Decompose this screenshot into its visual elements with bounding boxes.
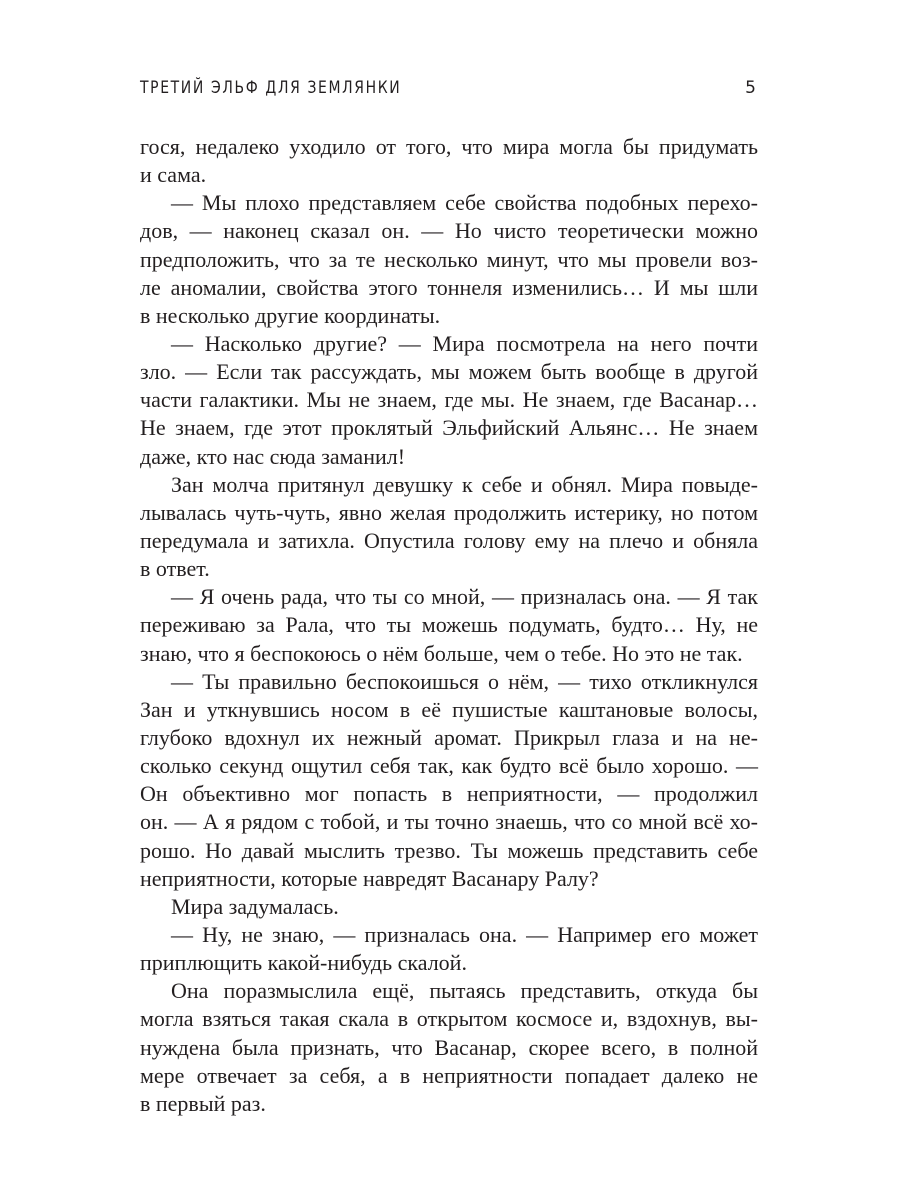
text-line: Она поразмыслила ещё, пытаясь представить, откуда бы (171, 978, 758, 1004)
text-line: переживаю за Рала, что ты можешь подумать, будто… Ну, не (140, 612, 758, 638)
text-line: мере отвечает за себя, а в неприятности попадает далеко не (140, 1062, 758, 1088)
paragraph (140, 921, 758, 977)
text-line: передумала и затихла. Опустила голову ему на плечо и обняла (140, 527, 758, 553)
paragraph (140, 893, 758, 921)
text-line: в несколько другие координаты. (140, 302, 441, 328)
paragraph (140, 583, 758, 667)
text-line: зло. — Если так рассуждать, мы можем быть вообще в другой (140, 359, 758, 385)
text-line: — Ну, не знаю, — призналась она. — Например его может (171, 921, 758, 947)
paragraph (140, 330, 758, 471)
paragraph (140, 668, 758, 893)
text-line: неприятности, которые навредят Васанару Ралу? (140, 865, 599, 891)
running-header (140, 78, 758, 108)
text-line: — Я очень рада, что ты со мной, — призналась она. — Я так (171, 584, 758, 610)
text-line: даже, кто нас сюда заманил! (140, 443, 406, 469)
text-line: — Мы плохо представляем себе свойства подобных перехо- (171, 190, 758, 216)
text-line: Зан и уткнувшись носом в её пушистые каштановые волосы, (140, 696, 758, 722)
text-line: в ответ. (140, 556, 210, 582)
text-line: предположить, что за те несколько минут, что мы провели воз- (140, 246, 758, 272)
text-line: могла взяться такая скала в открытом космосе и, вздохнув, вы- (140, 1006, 758, 1032)
paragraph (140, 189, 758, 330)
text-line: Не знаем, где этот проклятый Эльфийский Альянс… Не знаем (140, 415, 758, 441)
text-line: Мира задумалась. (171, 893, 339, 919)
text-line: глубоко вдохнул их нежный аромат. Прикрыл глаза и на не- (140, 724, 758, 750)
page-number: 5 (745, 78, 756, 98)
text-line: ле аномалии, свойства этого тоннеля изменились… И мы шли (140, 274, 758, 300)
paragraph (140, 133, 758, 189)
text-line: Зан молча притянул девушку к себе и обнял. Мира повыде- (171, 471, 758, 497)
text-line: гося, недалеко уходило от того, что мира могла бы придумать (140, 134, 758, 159)
text-line: — Насколько другие? — Мира посмотрела на него почти (171, 330, 758, 356)
text-line: части галактики. Мы не знаем, где мы. Не знаем, где Васанар… (140, 387, 758, 413)
body-text (140, 133, 758, 1118)
text-line: он. — А я рядом с тобой, и ты точно знаешь, что со мной всё хо- (140, 809, 758, 835)
text-line: в первый раз. (140, 1090, 266, 1116)
text-line: рошо. Но давай мыслить трезво. Ты можешь представить себе (140, 837, 758, 863)
text-line: и сама. (140, 162, 207, 188)
running-title: ТРЕТИЙ ЭЛЬФ ДЛЯ ЗЕМЛЯНКИ (140, 78, 402, 98)
text-line: лывалась чуть-чуть, явно желая продолжить истерику, но потом (140, 499, 758, 525)
text-line: — Ты правильно беспокоишься о нём, — тихо откликнулся (171, 668, 758, 694)
text-line: сколько секунд ощутил себя так, как будто всё было хорошо. — (140, 753, 758, 779)
paragraph (140, 471, 758, 584)
text-line: нуждена была признать, что Васанар, скорее всего, в полной (140, 1034, 758, 1060)
paragraph (140, 977, 758, 1118)
text-line: Он объективно мог попасть в неприятности, — продолжил (140, 781, 758, 807)
text-line: дов, — наконец сказал он. — Но чисто теоретически можно (140, 218, 758, 244)
text-line: приплющить какой-нибудь скалой. (140, 950, 467, 976)
text-line: знаю, что я беспокоюсь о нём больше, чем о тебе. Но это не так. (140, 640, 743, 666)
